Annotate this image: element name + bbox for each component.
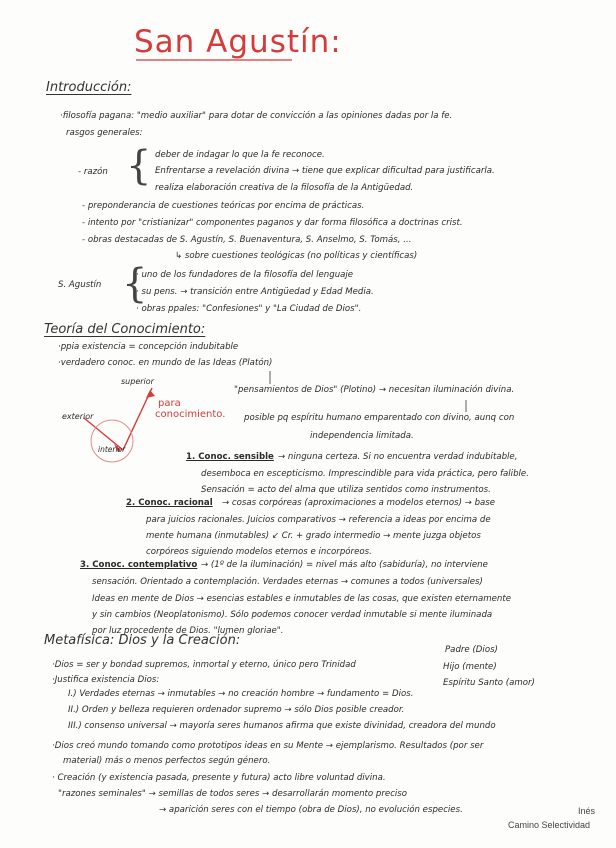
label-superior: superior: [121, 377, 154, 386]
pensamientos-line: "pensamientos de Dios" (Plotino) → necesitan iluminación divina.: [234, 385, 515, 395]
label-exterior: exterior: [62, 412, 94, 421]
conoc-racional-c: mente humana (inmutables) ↙ Cr. + grado intermedio → mente juzga objetos: [146, 531, 481, 541]
meta-proof-1: I.) Verdades eternas → inmutables → no creación hombre → fundamento = Dios.: [68, 689, 414, 699]
conoc-contemplativo-b: sensación. Orientado a contemplación. Verdades eternas → comunes a todos (universales): [92, 577, 483, 587]
conoc-sensible-b: desemboca en escepticismo. Imprescindible para vida práctica, pero falible.: [201, 469, 529, 479]
intro-bullet-1: - preponderancia de cuestiones teóricas por encima de prácticas.: [82, 201, 365, 211]
meta-line-1: ·Dios = ser y bondad supremos, inmortal y eterno, único pero Trinidad: [52, 660, 356, 670]
agustin-item-2: · su pens. → transición entre Antigüedad y Edad Media.: [136, 287, 374, 297]
intro-bullet-2: - intento por "cristianizar" componentes paganos y dar forma filosófica a doctrinas crist.: [82, 218, 463, 228]
conoc-contemplativo-d: y sin cambios (Neoplatonismo). Sólo podemos conocer verdad inmutable si mente iluminada: [92, 610, 493, 620]
conoc-contemplativo-c: Ideas en mente de Dios → esencias estables e inmutables de las cosas, que existen eternamente: [92, 594, 512, 604]
footer-brand: Camino Selectividad: [508, 820, 591, 830]
meta-line-5: · Creación (y existencia pasada, presente y futura) acto libre voluntad divina.: [52, 773, 386, 783]
conoc-contemplativo-a: → (1º de la iluminación) = nivel más alto (sabiduría), no interviene: [201, 560, 488, 570]
razon-label: - razón: [78, 167, 108, 177]
teoria-line-1: ·ppia existencia = concepción indubitable: [58, 342, 239, 352]
conoc-racional-head: 2. Conoc. racional: [126, 498, 213, 508]
intro-line-2: rasgos generales:: [66, 128, 143, 138]
trinidad-hijo: Hijo (mente): [443, 662, 497, 672]
conoc-sensible-c: Sensación = acto del alma que utiliza sentidos como instrumentos.: [201, 485, 491, 495]
meta-proof-3: III.) consenso universal → mayoría seres humanos afirma que existe divinidad, creadora del mundo: [68, 721, 496, 731]
arrowhead-superior: [146, 390, 155, 398]
teoria-line-2: ·verdadero conoc. en mundo de las Ideas (Platón): [58, 358, 273, 368]
posible-line: posible pq espíritu humano emparentado con divino, aunq con: [244, 413, 515, 423]
agustin-label: S. Agustín: [58, 280, 102, 290]
intro-line-1: ·filosofía pagana: "medio auxiliar" para dotar de convicción a las opiniones dadas por la fe.: [60, 111, 453, 121]
teoria-heading: Teoría del Conocimiento:: [44, 322, 206, 337]
trinidad-espiritu: Espíritu Santo (amor): [443, 678, 535, 688]
footer-author: Inés: [578, 806, 596, 816]
razon-item-3: realiza elaboración creativa de la filosofía de la Antigüedad.: [155, 183, 414, 193]
meta-line-6: "razones seminales" → semillas de todos seres → desarrollarán momento preciso: [58, 789, 408, 799]
label-para: para: [158, 398, 181, 409]
meta-line-7: → aparición seres con el tiempo (obra de Dios), no evolución especies.: [159, 805, 463, 815]
label-interior: interior: [98, 445, 126, 454]
label-conocimiento: conocimiento.: [155, 409, 226, 420]
conoc-contemplativo-head: 3. Conoc. contemplativo: [80, 560, 198, 570]
intro-bullet-3: - obras destacadas de S. Agustín, S. Buenaventura, S. Anselmo, S. Tomás, ...: [82, 235, 412, 245]
metafisica-heading: Metafísica: Dios y la Creación:: [44, 633, 241, 648]
independencia-line: independencia limitada.: [310, 431, 414, 441]
conoc-sensible-head: 1. Conoc. sensible: [186, 452, 274, 462]
meta-line-4: material) más o menos perfectos según género.: [63, 756, 271, 766]
conoc-sensible-a: → ninguna certeza. Si no encuentra verdad indubitable,: [278, 452, 518, 462]
conoc-racional-b: para juicios racionales. Juicios comparativos → referencia a ideas por encima de: [146, 515, 491, 525]
razon-brace: {: [126, 143, 152, 189]
conoc-contemplativo-e: por luz procedente de Dios. "lumen gloriae".: [92, 626, 284, 636]
intro-bullet-4: ↳ sobre cuestiones teológicas (no políticas y científicas): [175, 251, 418, 261]
meta-line-3: ·Dios creó mundo tomando como prototipos ideas en su Mente → ejemplarismo. Resultados (por ser: [52, 741, 484, 751]
conoc-racional-d: corpóreos siguiendo modelos eternos e incorpóreos.: [146, 547, 372, 557]
intro-heading: Introducción:: [46, 80, 132, 95]
conoc-racional-a: → cosas corpóreas (aproximaciones a modelos eternos) → base: [222, 498, 496, 508]
agustin-brace: {: [122, 261, 148, 307]
trinidad-padre: Padre (Dios): [445, 645, 498, 655]
razon-item-2: Enfrentarse a revelación divina → tiene que explicar dificultad para justificarla.: [155, 166, 495, 176]
razon-item-1: deber de indagar lo que la fe reconoce.: [155, 150, 325, 160]
agustin-item-3: · obras ppales: "Confesiones" y "La Ciudad de Dios".: [136, 304, 362, 314]
meta-proof-2: II.) Orden y belleza requieren ordenador supremo → sólo Dios posible creador.: [68, 705, 405, 715]
page-title: San Agustín:: [134, 24, 342, 60]
agustin-item-1: · uno de los fundadores de la filosofía del lenguaje: [136, 270, 354, 280]
meta-line-2: ·Justifica existencia Dios:: [52, 675, 160, 685]
